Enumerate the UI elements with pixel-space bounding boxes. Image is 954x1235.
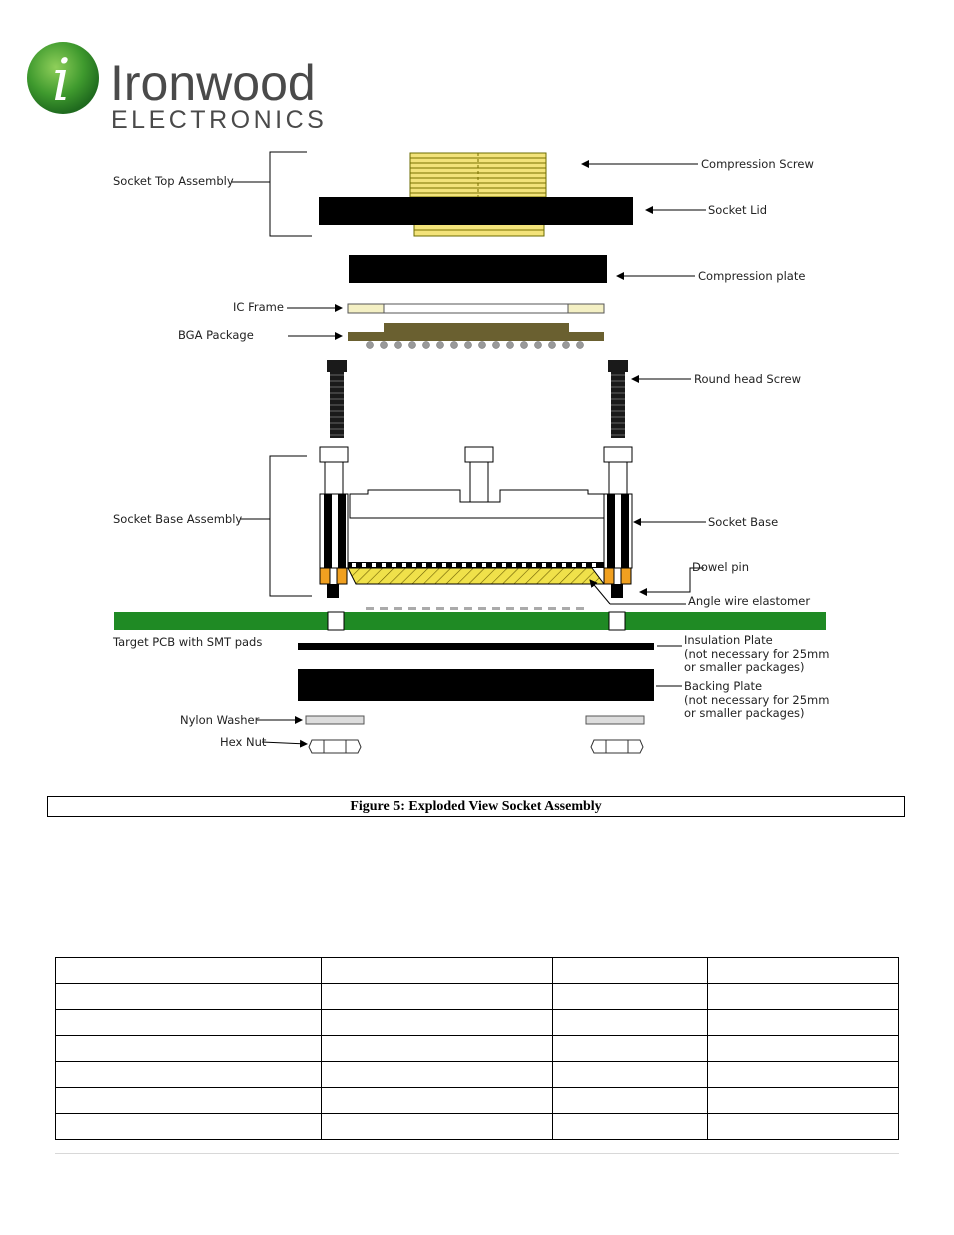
socket-base-assembly-label: Socket Base Assembly — [113, 512, 243, 526]
table-cell — [321, 958, 553, 984]
insulation-plate-label: Insulation Plate — [684, 633, 773, 647]
socket-lid — [319, 197, 633, 225]
table-row — [56, 1062, 899, 1088]
ic-frame — [348, 304, 604, 313]
socket-base — [320, 447, 632, 598]
logo-letter: i — [52, 46, 71, 114]
table-row — [56, 958, 899, 984]
socket-top-assembly-label: Socket Top Assembly — [113, 174, 234, 188]
table-cell — [56, 1062, 322, 1088]
footer-divider — [55, 1153, 899, 1154]
dowel-pin-label: Dowel pin — [692, 560, 750, 574]
round-head-screw-label: Round head Screw — [694, 372, 801, 386]
table-cell — [553, 1062, 708, 1088]
hex-nut-right — [591, 740, 643, 753]
backing-note-line-2: or smaller packages) — [684, 706, 805, 720]
table-cell — [56, 1036, 322, 1062]
table-cell — [321, 984, 553, 1010]
table-cell — [553, 1114, 708, 1140]
table-cell — [553, 984, 708, 1010]
table-cell — [56, 984, 322, 1010]
table-cell — [321, 1062, 553, 1088]
table-row — [56, 1088, 899, 1114]
bga-package-label: BGA Package — [178, 328, 254, 342]
socket-base-label: Socket Base — [708, 515, 779, 529]
table-cell — [553, 1010, 708, 1036]
angle-wire-elastomer-label: Angle wire elastomer — [688, 594, 811, 608]
socket-base-assembly-bracket — [240, 456, 312, 596]
table-cell — [708, 1062, 899, 1088]
logo-name: Ironwood — [110, 55, 316, 111]
target-pcb-label: Target PCB with SMT pads — [113, 635, 263, 649]
insulation-note-line-2: or smaller packages) — [684, 660, 805, 674]
table-row — [56, 1114, 899, 1140]
nylon-washer-label: Nylon Washer — [180, 713, 260, 727]
hex-nut-label: Hex Nut — [220, 735, 267, 749]
table-cell — [708, 984, 899, 1010]
table-row — [56, 1010, 899, 1036]
table-cell — [321, 1010, 553, 1036]
table-cell — [56, 1114, 322, 1140]
target-pcb — [114, 607, 826, 630]
table-cell — [56, 1010, 322, 1036]
round-head-screw-left — [327, 360, 347, 438]
table-cell — [56, 1088, 322, 1114]
table-cell — [321, 1036, 553, 1062]
socket-lid-label: Socket Lid — [708, 203, 768, 217]
round-head-screw-right — [608, 360, 628, 438]
table-cell — [553, 958, 708, 984]
table-cell — [553, 1088, 708, 1114]
backing-plate — [298, 669, 654, 701]
hex-nut-left — [309, 740, 361, 753]
compression-plate-label: Compression plate — [698, 269, 806, 283]
compression-screw-label: Compression Screw — [701, 157, 814, 171]
bga-package — [348, 323, 604, 349]
table-row — [56, 984, 899, 1010]
insulation-plate — [298, 643, 654, 650]
table-cell — [321, 1088, 553, 1114]
table-cell — [708, 1036, 899, 1062]
insulation-note-line-1: (not necessary for 25mm — [684, 647, 830, 661]
table-cell — [708, 1010, 899, 1036]
nylon-washer-right — [586, 716, 644, 724]
nylon-washer-left — [306, 716, 364, 724]
table-cell — [708, 1088, 899, 1114]
exploded-view-diagram — [0, 140, 954, 780]
logo-subtitle: ELECTRONICS — [111, 106, 328, 134]
table-cell — [708, 1114, 899, 1140]
ic-frame-label: IC Frame — [233, 300, 284, 314]
socket-top-assembly-bracket — [232, 152, 312, 236]
backing-plate-label: Backing Plate — [684, 679, 763, 693]
backing-note-line-1: (not necessary for 25mm — [684, 693, 830, 707]
ironwood-logo — [0, 0, 340, 140]
table-row — [56, 1036, 899, 1062]
parts-table — [55, 957, 899, 1140]
table-cell — [56, 958, 322, 984]
table-cell — [321, 1114, 553, 1140]
table-cell — [708, 958, 899, 984]
figure-caption: Figure 5: Exploded View Socket Assembly — [47, 796, 905, 817]
hex-nut-arrow — [262, 742, 307, 744]
table-cell — [553, 1036, 708, 1062]
compression-plate — [349, 255, 607, 283]
